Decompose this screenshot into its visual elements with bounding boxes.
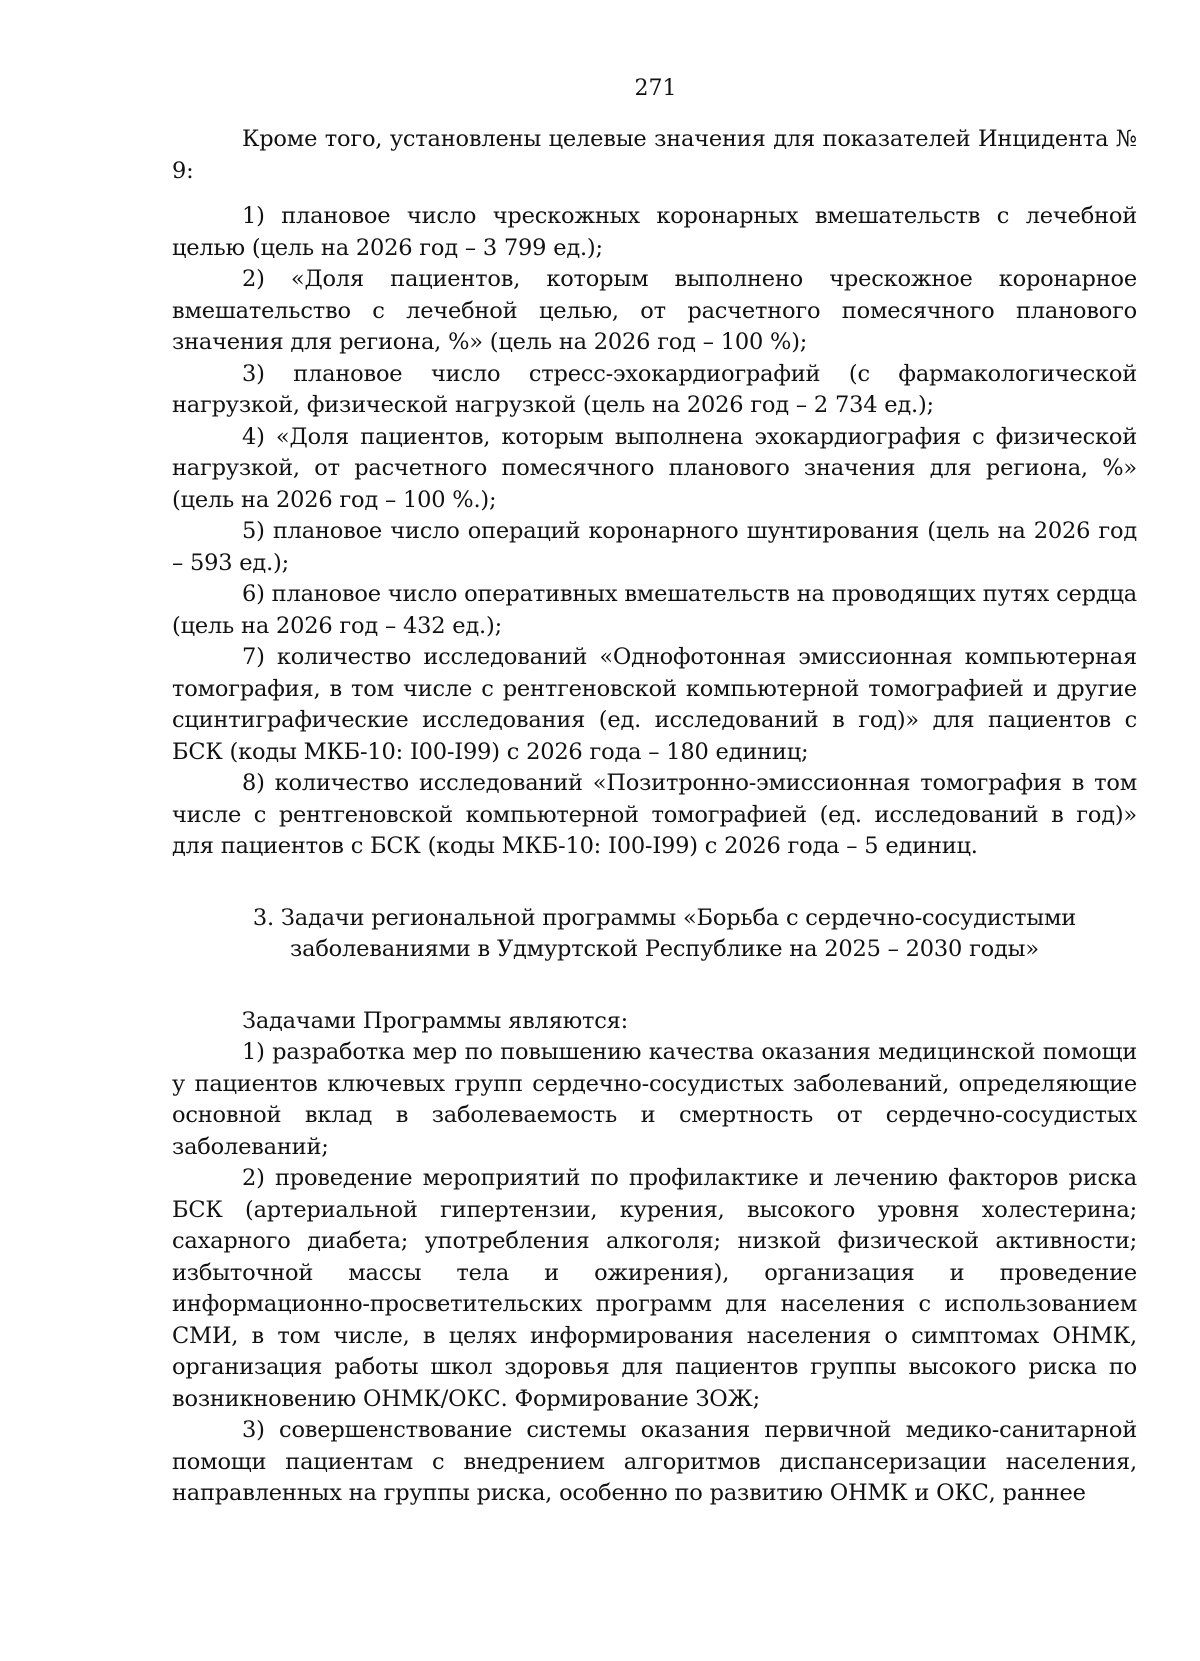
task-item-1: 1) разработка мер по повышению качества оказания медицинской помощи у пациентов ключевых групп сердечно-сосудистых заболеваний, определяющие основной вклад в заболеваемость и смертность от сердечно-сосудистых заболеваний; — [172, 1039, 1137, 1160]
page-number: 271 — [634, 76, 677, 101]
task-item-2: 2) проведение мероприятий по профилактике и лечению факторов риска БСК (артериальной гипертензии, курения, высокого уровня холестерина; сахарного диабета; употребления алкоголя; низкой физической активности; избыточной массы тела и ожирения), организация и проведение информационно-просветительских программ для населения с использованием СМИ, в том числе, в целях информирования населения о симптомах ОНМК, организация работы школ здоровья для пациентов группы высокого риска по возникновению ОНМК/ОКС. Формирование ЗОЖ; — [172, 1165, 1137, 1412]
target-item-4: 4) «Доля пациентов, которым выполнена эхокардиография с физической нагрузкой, от расчетного помесячного планового значения для региона, %» (цель на 2026 год – 100 %.); — [172, 423, 1137, 513]
tasks-lead: Задачами Программы являются: — [242, 1007, 629, 1034]
document-body — [172, 124, 1137, 1510]
intro-paragraph: Кроме того, установлены целевые значения для показателей Инцидента № 9: — [172, 126, 1137, 184]
section-heading-line-1: 3. Задачи региональной программы «Борьба с сердечно-сосудистыми — [252, 904, 1077, 931]
target-item-3: 3) плановое число стресс-эхокардиографий (с фармакологической нагрузкой, физической нагрузкой (цель на 2026 год – 2 734 ед.); — [172, 360, 1137, 418]
target-item-7: 7) количество исследований «Однофотонная эмиссионная компьютерная томография, в том числе с рентгеновской компьютерной томографией и другие сцинтиграфические исследования (ед. исследований в год)» для пациентов с БСК (коды МКБ-10: I00-I99) с 2026 года – 180 единиц; — [172, 644, 1137, 765]
section-heading-line-2: заболеваниями в Удмуртской Республике на 2025 – 2030 годы» — [290, 936, 1039, 962]
target-item-8: 8) количество исследований «Позитронно-эмиссионная томография в том числе с рентгеновской компьютерной томографией (ед. исследований в год)» для пациентов с БСК (коды МКБ-10: I00-I99) с 2026 года – 5 единиц. — [172, 770, 1137, 859]
task-item-3: 3) совершенствование системы оказания первичной медико-санитарной помощи пациентам с внедрением алгоритмов диспансеризации населения, направленных на группы риска, особенно по развитию ОНМК и ОКС, раннее — [172, 1417, 1137, 1506]
target-item-1: 1) плановое число чрескожных коронарных вмешательств с лечебной целью (цель на 2026 год – 3 799 ед.); — [172, 203, 1137, 261]
target-item-6: 6) плановое число оперативных вмешательств на проводящих путях сердца (цель на 2026 год – 432 ед.); — [172, 581, 1137, 639]
section-heading — [172, 903, 1137, 966]
target-item-2: 2) «Доля пациентов, которым выполнено чрескожное коронарное вмешательство с лечебной целью, от расчетного помесячного планового значения для региона, %» (цель на 2026 год – 100 %); — [172, 266, 1137, 355]
target-item-5: 5) плановое число операций коронарного шунтирования (цель на 2026 год – 593 ед.); — [172, 518, 1137, 576]
